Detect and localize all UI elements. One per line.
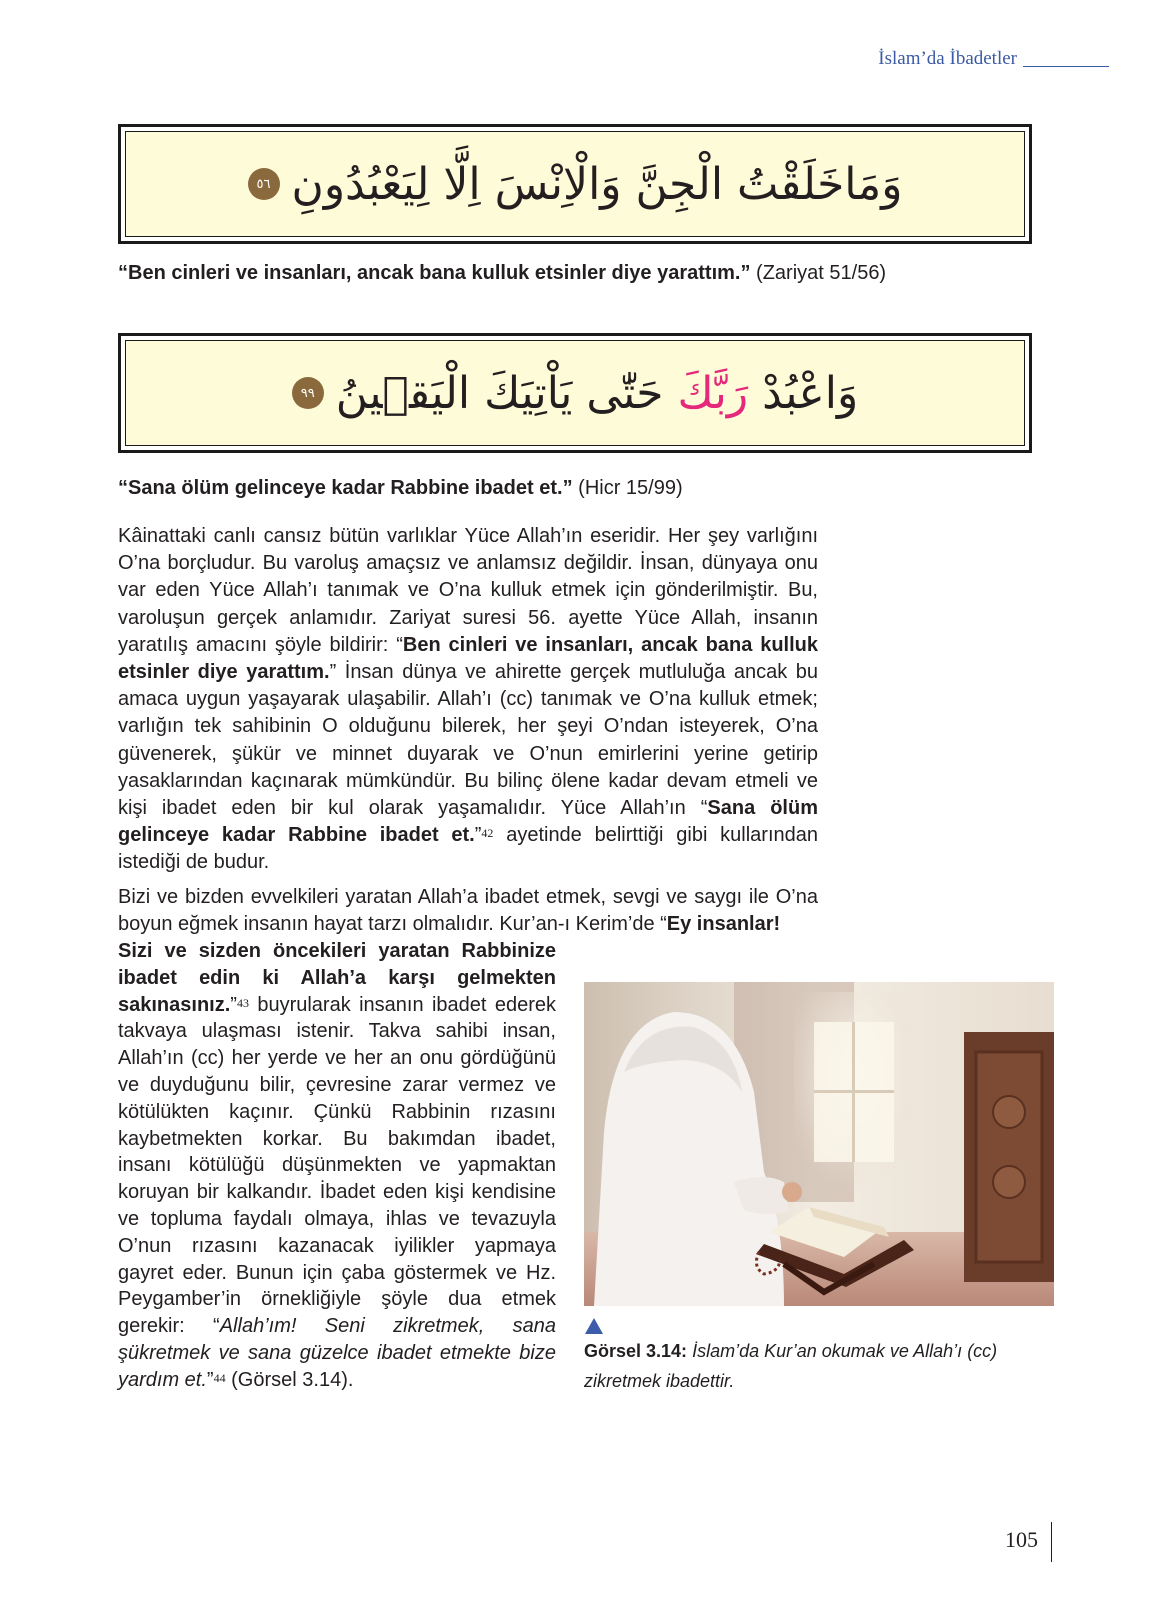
meal-1: “Ben cinleri ve insanları, ancak bana kulluk etsinler diye yarattım.” (Zariyat 51/56): [118, 262, 887, 284]
ayah-box-2: [118, 333, 1032, 453]
page-number-rule: [1051, 1522, 1052, 1562]
ayah-number-1: ٥٦: [248, 168, 280, 200]
page-number: 105: [1005, 1527, 1038, 1552]
header-title: İslam’da İbadetler: [878, 48, 1017, 69]
header-rule: [1023, 66, 1109, 67]
meal-2: “Sana ölüm gelinceye kadar Rabbine ibadet et.” (Hicr 15/99): [118, 477, 683, 499]
paragraph-1: Kâinattaki canlı cansız bütün varlıklar Yüce Allah’ın eseridir. Her şey varlığını O’na borçludur. Bu varoluş amaçsız ve anlamsız değildir. İnsan, dünyaya onu var eden Yüce Allah’ı tanımak ve O’na kulluk etmek için gönderilmiştir. Bu, varoluşun gerçek anlamıdır. Zariyat suresi 56. ayette Yüce Allah, insanın yaratılış amacını şöyle bildirir: “Ben cinleri ve insanları, ancak bana kulluk etsinler diye yarattım.” İnsan dünya ve ahirette gerçek mutluluğa ancak bu amaca uygun yaşayarak ulaşabilir. Allah’ı (cc) tanımak ve O’na kulluk etmek; varlığın tek sahibinin O olduğunu bilerek, her şeyi O’ndan isteyerek, O’na güvenerek, şükür ve minnet duyarak ve O’nun emirlerini yerine getirip yasaklarından kaçınarak mümkündür. Bu bilinç ölene kadar devam etmeli ve kişi ibadet eden bir kul olarak yaşamalıdır. Yüce Allah’ın “Sana ölüm gelinceye kadar Rabbine ibadet et.”$^{42}$ ayetinde belirttiği gibi kullarından istediği de budur.: [118, 525, 819, 874]
ayah-number-2: ٩٩: [292, 377, 324, 409]
running-header: [878, 48, 1109, 70]
prayer-photo: [584, 982, 1054, 1306]
figure-caption: Görsel 3.14: İslam’da Kur’an okumak ve Allah’ı (cc) zikretmek ibadettir.: [584, 1341, 998, 1391]
prayer-photo-illustration: [584, 982, 1054, 1306]
paragraph-3: Sizi ve sizden öncekileri yaratan Rabbinize ibadet edin ki Allah’a karşı gelmekten sakınasınız.”$^{43}$ buyrularak insanın ibadet ederek takvaya ulaşması istenir. Takva sahibi insan, Allah’ın (cc) her yerde ve her an onu gördüğünü ve duyduğunu bilir, çevresine zarar vermez ve kötülükten kaçınır. Çünkü Rabbinin rızasını kaybetmekten korkar. Bu bakımdan ibadet, insanı kötülüğü düşünmekten ve yapmaktan koruyan bir kalkandır. İbadet eden kişi kendisine ve topluma faydalı olmaya, ihlas ve tevazuyla O’nun rızasını kazanacak iyilikler yapmaya gayret eder. Bunun için çaba göstermek ve Hz. Peygamber’in örnekliğiyle şöyle dua etmek gerekir: “Allah’ım! Seni zikretmek, sana şükretmek ve sana güzelce ibadet etmekte bize yardım et.”$^{44}$ (Görsel 3.14).: [118, 940, 557, 1391]
paragraph-2: Bizi ve bizden evvelkileri yaratan Allah’a ibadet etmek, sevgi ve saygı ile O’na boyun eğmek insanın hayat tarzı olmalıdır. Kur’an-ı Kerim’de “Ey insanlar!: [118, 886, 818, 936]
ayah-box-1: [118, 124, 1032, 244]
caption-triangle-icon: [585, 1318, 603, 1334]
ayah-highlight: رَبَّكَ: [677, 367, 749, 419]
ayah-arabic-1: وَمَاخَلَقْتُ الْجِنَّ وَالْاِنْسَ اِلَّا لِيَعْبُدُونِ ٥٦: [248, 159, 903, 210]
ayah-arabic-2: وَاعْبُدْ رَبَّكَ حَتّٰى يَاْتِيَكَ الْيَق۪ينُ ٩٩: [292, 368, 858, 419]
